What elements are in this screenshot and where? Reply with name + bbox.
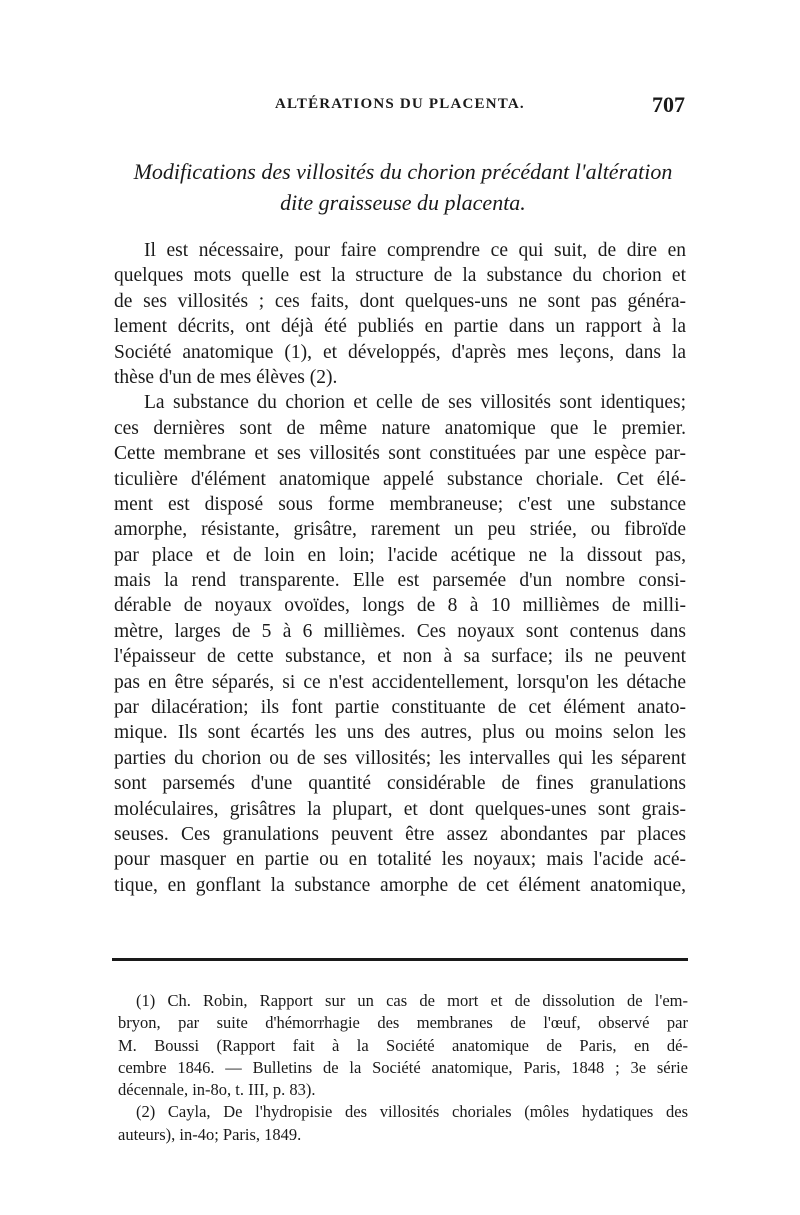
text-line: La substance du chorion et celle de ses villosités sont identiques; <box>144 392 686 414</box>
text-line: tique, en gonflant la substance amorphe de cet élément anatomique, <box>114 874 686 896</box>
section-title <box>108 156 698 218</box>
text-line: ces dernières sont de même nature anatomique que le premier. <box>114 417 686 439</box>
text-line: ment est disposé sous forme membraneuse; c'est une substance <box>114 493 686 515</box>
text-line: de ses villosités ; ces faits, dont quelques-uns ne sont pas généra- <box>114 290 686 312</box>
text-line: amorphe, résistante, grisâtre, rarement un peu striée, ou fibroïde <box>114 519 686 541</box>
text-line: l'épaisseur de cette substance, et non à sa surface; ils ne peuvent <box>114 646 686 668</box>
page-number: 707 <box>652 92 685 117</box>
section-title-line: dite graisseuse du placenta. <box>280 190 526 215</box>
footnote-line: (2) Cayla, De l'hydropisie des villosités choriales (môles hydatiques des <box>136 1102 688 1122</box>
text-line: parties du chorion ou de ses villosités; les intervalles qui les séparent <box>114 747 686 769</box>
text-line: Il est nécessaire, pour faire comprendre ce qui suit, de dire en <box>144 240 686 261</box>
text-line: par dilacération; ils font partie constituante de cet élément anato- <box>114 697 686 719</box>
text-line: pas en être séparés, si ce n'est accidentellement, lorsqu'on les détache <box>114 671 686 693</box>
text-line: par place et de loin en loin; l'acide acétique ne la dissout pas, <box>114 544 686 566</box>
section-title-line: Modifications des villosités du chorion précédant l'altération <box>133 159 673 184</box>
text-line: sont parsemés d'une quantité considérable de fines granulations <box>114 773 686 795</box>
text-line: quelques mots quelle est la structure de la substance du chorion et <box>114 265 686 287</box>
text-line: mique. Ils sont écartés les uns des autres, plus ou moins selon les <box>114 722 686 744</box>
text-line: lement décrits, ont déjà été publiés en partie dans un rapport à la <box>114 316 686 338</box>
text-line: thèse d'un de mes élèves (2). <box>114 366 338 388</box>
running-title: ALTÉRATIONS DU PLACENTA. <box>275 96 525 112</box>
text-line: mais la rend transparente. Elle est parsemée d'un nombre consi- <box>114 570 686 592</box>
text-line: moléculaires, grisâtres la plupart, et dont quelques-unes sont grais- <box>114 798 686 820</box>
text-line: mètre, larges de 5 à 6 millièmes. Ces noyaux sont contenus dans <box>114 620 686 642</box>
text-line: pour masquer en partie ou en totalité les noyaux; mais l'acide acé- <box>114 849 686 871</box>
footnote-line: cembre 1846. — Bulletins de la Société anatomique, Paris, 1848 ; 3e série <box>118 1057 688 1077</box>
footnote-line: bryon, par suite d'hémorrhagie des membranes de l'œuf, observé par <box>118 1013 688 1033</box>
footnote-rule <box>112 958 688 961</box>
footnote-line: auteurs), in-4o; Paris, 1849. <box>118 1124 302 1144</box>
footnote-line: M. Boussi (Rapport fait à la Société anatomique de Paris, en dé- <box>118 1035 688 1055</box>
footnote-line: (1) Ch. Robin, Rapport sur un cas de mort et de dissolution de l'em- <box>136 991 688 1010</box>
text-line: ticulière d'élément anatomique appelé substance choriale. Cet élé- <box>114 468 686 490</box>
footnote-line: décennale, in-8o, t. III, p. 83). <box>118 1080 316 1100</box>
text-line: Société anatomique (1), et développés, d'après mes leçons, dans la <box>114 341 686 363</box>
text-line: dérable de noyaux ovoïdes, longs de 8 à 10 millièmes de milli- <box>114 595 686 617</box>
footnotes <box>118 990 688 1146</box>
page-header <box>100 92 685 126</box>
text-line: Cette membrane et ses villosités sont constituées par une espèce par- <box>114 443 686 465</box>
body-text <box>114 238 686 898</box>
text-line: seuses. Ces granulations peuvent être assez abondantes par places <box>114 823 686 845</box>
